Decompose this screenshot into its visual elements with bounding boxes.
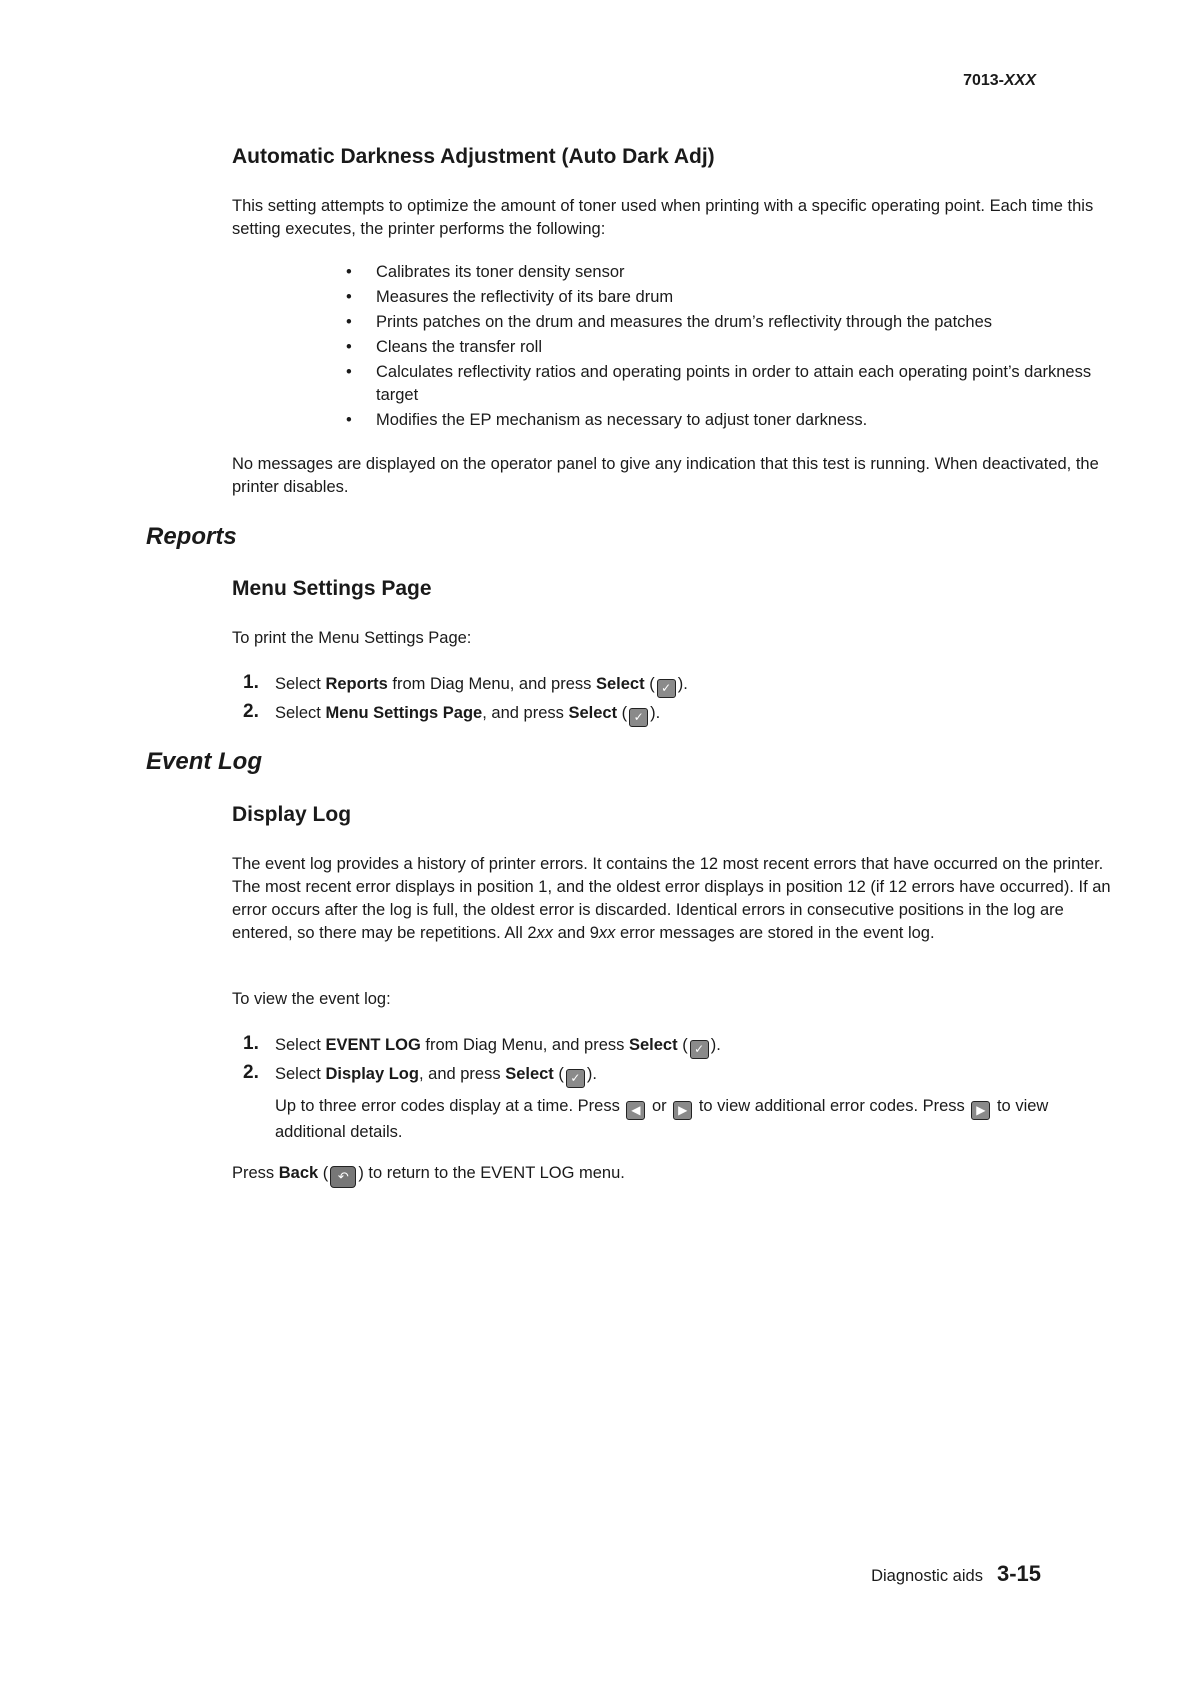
- event-log-steps: [240, 1034, 1120, 1092]
- menu-settings-intro: To print the Menu Settings Page:: [232, 629, 472, 647]
- step-item: 1. Select Reports from Diag Menu, and press Select ( ✓ ).: [240, 673, 1120, 698]
- menu-settings-steps: [240, 673, 1120, 731]
- event-log-heading: Event Log: [146, 748, 263, 775]
- auto-dark-title: Automatic Darkness Adjustment (Auto Dark Adj): [232, 145, 715, 168]
- reports-heading: Reports: [146, 523, 237, 550]
- page-header-model: [963, 72, 1036, 90]
- left-arrow-button-icon: ◀: [626, 1101, 645, 1120]
- back-instruction: Press Back ( ↶ ) to return to the EVENT LOG menu.: [232, 1162, 1120, 1188]
- list-item: • Measures the reflectivity of its bare drum: [346, 286, 1116, 309]
- event-log-intro: To view the event log:: [232, 990, 391, 1008]
- checkmark-button-icon: ✓: [629, 708, 648, 727]
- list-item: • Modifies the EP mechanism as necessary to adjust toner darkness.: [346, 409, 1116, 432]
- display-log-title: Display Log: [232, 803, 352, 826]
- menu-settings-title: Menu Settings Page: [232, 577, 432, 600]
- right-arrow-button-icon: ▶: [673, 1101, 692, 1120]
- page-number: 3-15: [996, 1561, 1041, 1586]
- footer-section-name: Diagnostic aids: [871, 1567, 983, 1585]
- back-button-icon: ↶: [330, 1166, 356, 1188]
- checkmark-button-icon: ✓: [657, 679, 676, 698]
- step-item: 2. Select Menu Settings Page, and press Select ( ✓ ).: [240, 702, 1120, 727]
- auto-dark-note: No messages are displayed on the operator panel to give any indication that this test is running. When deactivated, the printer disables.: [232, 455, 1099, 496]
- list-item: • Calibrates its toner density sensor: [346, 261, 1116, 284]
- auto-dark-steps-list: [346, 261, 1116, 434]
- page-footer: [871, 1561, 1041, 1587]
- list-item: • Prints patches on the drum and measures the drum’s reflectivity through the patches: [346, 311, 1116, 334]
- display-log-detail: Up to three error codes display at a time. Press ◀ or ▶ to view additional error codes. Press ▶ to view additional details.: [275, 1097, 1049, 1141]
- step-item: 2. Select Display Log, and press Select ( ✓ ).: [240, 1063, 1120, 1088]
- display-log-description: The event log provides a history of printer errors. It contains the 12 most recent errors that have occurred on the printer. The most recent error displays in position 1, and the oldest error displays in position 12 (if 12 errors have occurred). If an error occurs after the log is full, the oldest error is discarded. Identical errors in consecutive positions in the log are entered, so there may be repetitions. All 2xx and 9xx error messages are stored in the event log.: [232, 855, 1111, 942]
- checkmark-button-icon: ✓: [690, 1040, 709, 1059]
- list-item: • Cleans the transfer roll: [346, 336, 1116, 359]
- list-item: • Calculates reflectivity ratios and operating points in order to attain each operating point’s darkness target: [346, 361, 1116, 407]
- step-item: 1. Select EVENT LOG from Diag Menu, and press Select ( ✓ ).: [240, 1034, 1120, 1059]
- auto-dark-intro: This setting attempts to optimize the amount of toner used when printing with a specific operating point. Each time this setting executes, the printer performs the following:: [232, 197, 1094, 238]
- model-prefix: 7013-: [963, 72, 1004, 89]
- right-arrow-button-icon: ▶: [971, 1101, 990, 1120]
- model-suffix: XXX: [1003, 72, 1036, 89]
- checkmark-button-icon: ✓: [566, 1069, 585, 1088]
